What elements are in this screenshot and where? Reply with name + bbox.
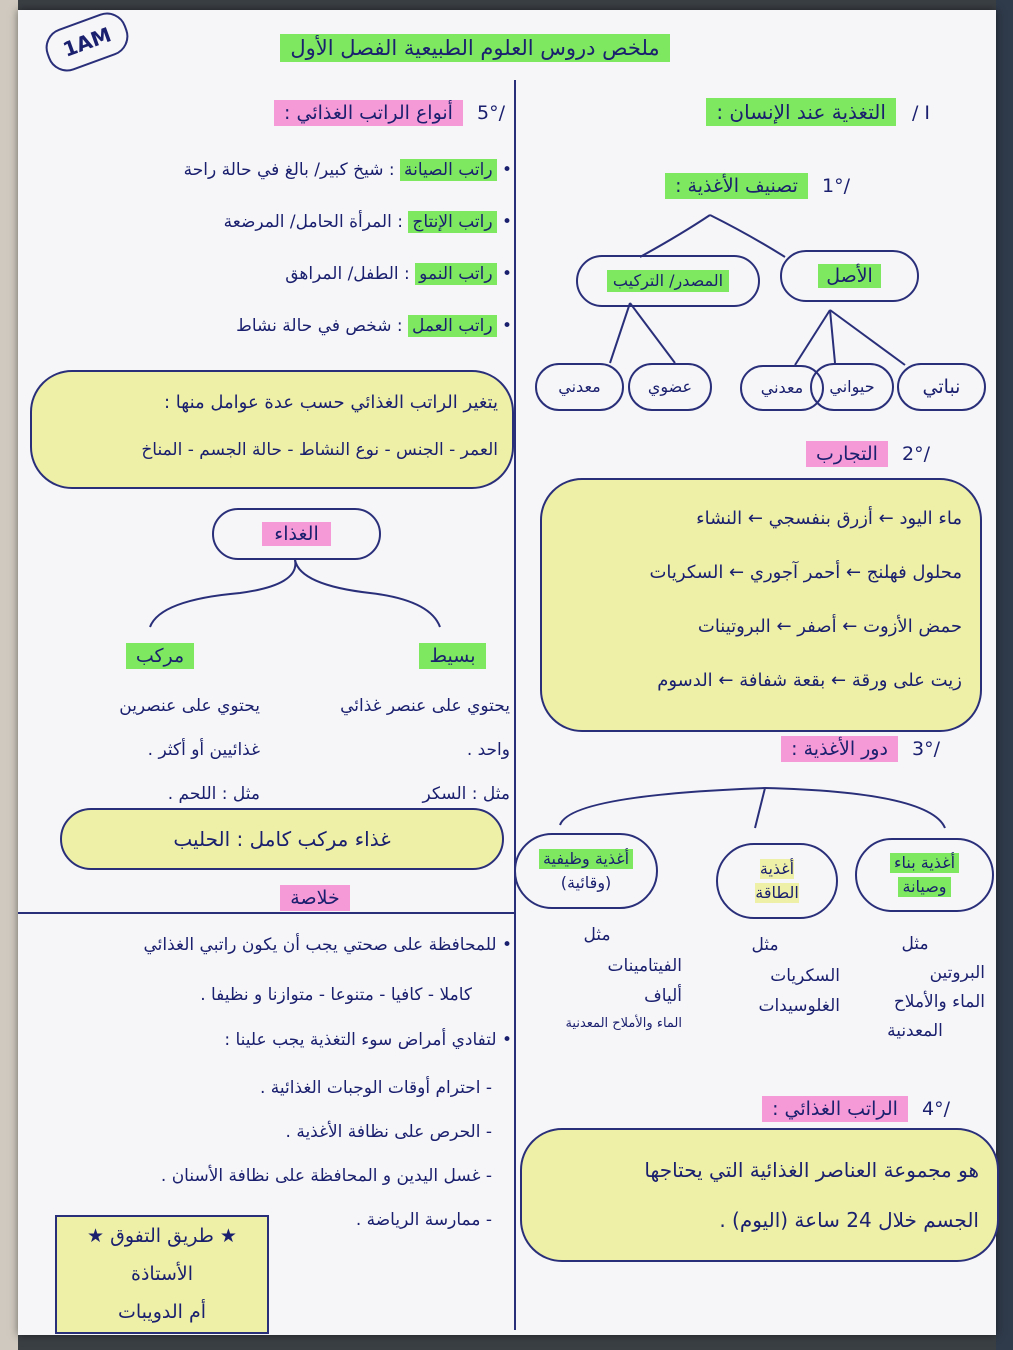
role-function-item-3: الماء والأملاح المعدنية (565, 1015, 682, 1031)
summary-line-3-text: لتفادي أمراض سوء التغذية يجب علينا : (224, 1030, 497, 1050)
factors-box (30, 370, 514, 489)
section1-heading (590, 100, 930, 125)
compound-desc-l2: غذائيين أو أكثر . (147, 740, 260, 761)
diet-type-row: • راتب الصيانة : شيخ كبير/ بالغ في حالة راحة (183, 160, 512, 180)
role-function-item-1: الفيتامينات (607, 955, 682, 976)
stamp-line-1: ★ طريق التفوق ★ (87, 1224, 237, 1247)
origin-label: الأصل (818, 264, 881, 289)
author-stamp (55, 1215, 269, 1334)
source-item-mineral (535, 363, 624, 411)
diet-type-desc: : شخص في حالة نشاط (236, 316, 403, 336)
complete-food-box (60, 808, 504, 870)
diet-type-label: راتب العمل (408, 315, 497, 337)
role-build-l1: أغذية بناء (890, 853, 959, 873)
diet-type-label: راتب الصيانة (400, 159, 497, 181)
role-energy-example-label: مثل (751, 935, 779, 955)
sub4-heading (700, 1098, 950, 1121)
right-background-edge (996, 0, 1013, 1350)
experiments-box (540, 478, 982, 732)
compound-desc-l1: يحتوي على عنصرين (119, 696, 260, 716)
origin-item-plant-text: نباتي (922, 375, 961, 398)
origin-item-mineral-text: معدني (760, 378, 804, 397)
role-energy (716, 843, 838, 919)
diet-definition-l1: هو مجموعة العناصر الغذائية التي يحتاجها (644, 1158, 979, 1182)
role-energy-l1: أغذية (759, 859, 795, 878)
food-title: الغذاء (262, 522, 330, 547)
sub4-num: /4° (922, 1098, 950, 1120)
sub2-num: /2° (902, 443, 930, 465)
source-bubble (576, 255, 760, 307)
summary-point: - غسل اليدين و المحافظة على نظافة الأسنان . (160, 1166, 492, 1186)
role-build-item-3: المعدنية (887, 1020, 943, 1041)
role-build-item-1: البروتين (929, 962, 985, 983)
summary-line-1-text: للمحافظة على صحتي يجب أن يكون راتبي الغذائي (143, 935, 497, 955)
column-divider (514, 80, 516, 1330)
origin-item-mineral (740, 365, 824, 411)
diet-definition-box (520, 1128, 999, 1262)
sub3-title: دور الأغذية : (781, 736, 898, 762)
simple-desc-l1: يحتوي على عنصر غذائي (340, 696, 510, 716)
role-energy-item-1: السكريات (770, 965, 840, 986)
diet-type-desc: : شيخ كبير/ بالغ في حالة راحة (183, 160, 395, 180)
role-function-examples (512, 920, 682, 1035)
experiment-line-3: حمض الأزوت ← أصفر ← البروتينات (697, 616, 962, 637)
role-energy-examples (690, 930, 840, 1022)
role-build (855, 838, 994, 912)
summary-point: - الحرص على نظافة الأغذية . (285, 1122, 492, 1142)
summary-line-2: كاملا - كافيا - متنوعا - متوازنا و نظيفا . (200, 985, 472, 1005)
simple-label-text: بسيط (419, 643, 485, 669)
complete-food-text: غذاء مركب كامل : الحليب (173, 827, 391, 851)
role-function-l2: (وقائية) (560, 873, 612, 892)
role-function (514, 833, 658, 909)
origin-item-animal-text: حيواني (829, 377, 875, 396)
role-energy-item-2: الغلوسيدات (758, 996, 840, 1017)
stamp-line-3: أم الدويبات (118, 1301, 206, 1324)
diet-definition-l2: الجسم خلال 24 ساعة (اليوم) . (719, 1208, 979, 1232)
diet-types-list (40, 160, 512, 368)
diet-type-desc: : المرأة الحامل/ المرضعة (223, 212, 403, 232)
source-item-organic-text: عضوي (647, 377, 693, 396)
diet-type-row: • راتب العمل : شخص في حالة نشاط (236, 316, 512, 336)
summary-body (28, 935, 512, 1254)
section5-heading (210, 102, 505, 125)
simple-desc-l2: واحد . (466, 740, 510, 761)
left-page-edge (0, 0, 18, 1350)
section1-num: I / (911, 102, 930, 124)
compound-label (105, 645, 215, 668)
food-bubble (212, 508, 381, 560)
stamp-line-2: الأستاذة (131, 1263, 193, 1286)
experiment-line-2: محلول فهلنج ← أحمر آجوري ← السكريات (649, 562, 962, 583)
summary-line-1: • للمحافظة على صحتي يجب أن يكون راتبي الغذائي (143, 935, 512, 955)
experiment-line-1: ماء اليود ← أزرق بنفسجي ← النشاء (696, 508, 962, 529)
role-energy-l2: الطاقة (755, 883, 799, 902)
diet-type-label: راتب الإنتاج (408, 211, 496, 233)
compound-label-text: مركب (126, 643, 194, 669)
role-build-examples (845, 930, 985, 1046)
experiment-line-4: زيت على ورقة ← بقعة شفافة ← الدسوم (657, 670, 962, 691)
diet-type-desc: : الطفل/ المراهق (285, 264, 410, 284)
role-function-example-label: مثل (583, 925, 611, 945)
summary-title: خلاصة (280, 885, 349, 911)
sub2-title: التجارب (806, 441, 888, 467)
sub3-num: /3° (912, 738, 940, 760)
origin-bubble (780, 250, 919, 302)
simple-example: مثل : السكر (422, 784, 510, 805)
sub1-num: /1° (822, 175, 850, 197)
compound-example: مثل : اللحم . (167, 784, 260, 805)
section5-title: أنواع الراتب الغذائي : (274, 100, 463, 126)
page-title-text: ملخص دروس العلوم الطبيعية الفصل الأول (280, 34, 669, 62)
section1-title: التغذية عند الإنسان : (706, 98, 896, 126)
source-label: المصدر/ التركيب (607, 270, 729, 292)
sub3-heading (720, 738, 940, 761)
simple-label (400, 645, 505, 668)
section5-num: /5° (477, 102, 505, 124)
summary-heading (240, 887, 390, 910)
summary-divider (18, 912, 515, 914)
factors-l2: العمر - الجنس - نوع النشاط - حالة الجسم - المناخ (141, 440, 498, 460)
diet-type-row: • راتب الإنتاج : المرأة الحامل/ المرضعة (223, 212, 512, 232)
compound-desc (45, 684, 260, 817)
role-build-item-2: الماء والأملاح (893, 991, 985, 1012)
factors-l1: يتغير الراتب الغذائي حسب عدة عوامل منها : (164, 392, 498, 413)
food-arrows (130, 555, 470, 635)
summary-point: - ممارسة الرياضة . (355, 1210, 492, 1230)
role-build-example-label: مثل (901, 934, 929, 954)
origin-item-plant (897, 363, 986, 411)
roles-arrows (550, 770, 970, 840)
sub1-title: تصنيف الأغذية : (665, 173, 808, 199)
diet-type-label: راتب النمو (415, 263, 496, 285)
badge-text: 1AM (59, 22, 115, 62)
source-item-mineral-text: معدني (558, 377, 601, 396)
sub4-title: الراتب الغذائي : (762, 1096, 908, 1122)
role-function-l1: أغذية وظيفية (539, 849, 633, 869)
summary-point: - احترام أوقات الوجبات الغذائية . (259, 1078, 492, 1098)
sub2-heading (700, 443, 930, 466)
diet-type-row: • راتب النمو : الطفل/ المراهق (285, 264, 512, 284)
role-function-item-2: ألياف (644, 986, 682, 1007)
page-title (255, 36, 695, 61)
role-build-l2: وصيانة (898, 877, 950, 897)
source-item-organic (628, 363, 712, 411)
simple-desc (300, 684, 510, 817)
summary-line-3: • لتفادي أمراض سوء التغذية يجب علينا : (224, 1030, 512, 1050)
